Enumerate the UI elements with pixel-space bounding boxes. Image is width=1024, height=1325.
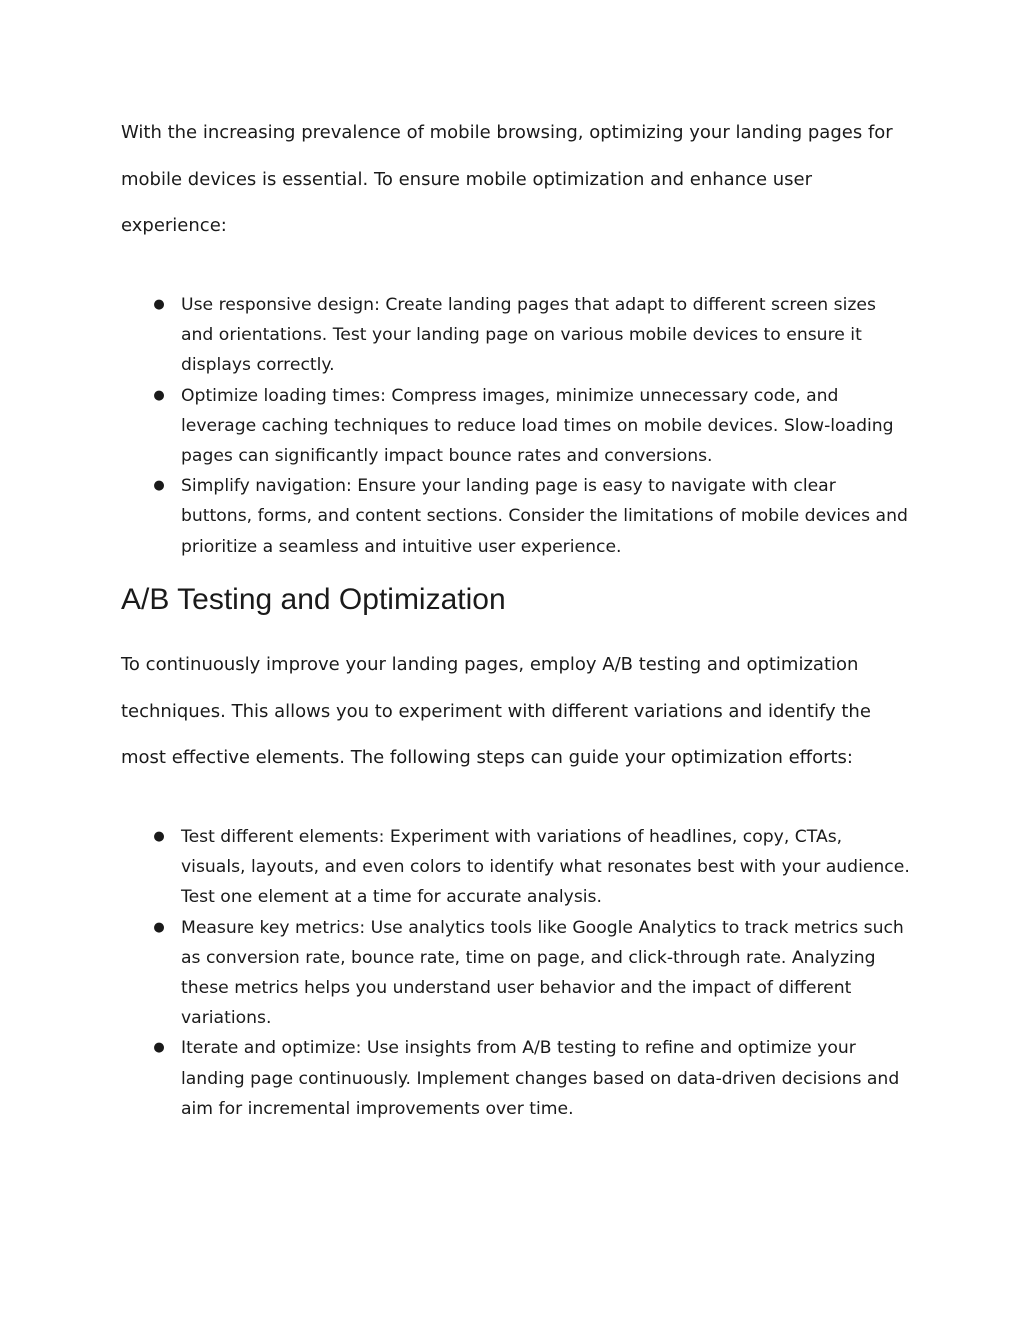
mobile-optimization-list bbox=[121, 290, 911, 562]
list-item-test-elements bbox=[121, 822, 911, 913]
ab-testing-list bbox=[121, 822, 911, 1124]
bullet-icon: ● bbox=[153, 297, 165, 312]
intro-paragraph: With the increasing prevalence of mobile browsing, optimizing your landing pages for mobile devices is essential. To ensure mobile optimization and enhance user experience: bbox=[121, 122, 893, 237]
bullet-icon: ● bbox=[153, 1040, 165, 1056]
list-item-text: Simplify navigation: Ensure your landing page is easy to navigate with clear buttons, forms, and content sections. Consider the limitations of mobile devices and prioritize a seamless and intuitive user experience. bbox=[181, 476, 908, 557]
ab-testing-paragraph: To continuously improve your landing pages, employ A/B testing and optimization techniques. This allows you to experiment with different variations and identify the most effective elements. The following steps can guide your optimization efforts: bbox=[121, 654, 871, 769]
bullet-icon: ● bbox=[153, 478, 165, 494]
list-item-text: Optimize loading times: Compress images, minimize unnecessary code, and leverage caching techniques to reduce load times on mobile devices. Slow-loading pages can significantly impact bounce rates and conversions. bbox=[181, 385, 894, 467]
section-heading: A/B Testing and Optimization bbox=[121, 583, 506, 616]
list-item-text: Use responsive design: Create landing pages that adapt to different screen sizes and orientations. Test your landing page on various mobile devices to ensure it displays correctly. bbox=[181, 295, 876, 376]
list-item-iterate bbox=[121, 1033, 911, 1124]
list-item-text: Test different elements: Experiment with variations of headlines, copy, CTAs, visuals, layouts, and even colors to identify what resonates best with your audience. Test one element at a time for accurate analysis. bbox=[181, 827, 910, 908]
list-item-text: Measure key metrics: Use analytics tools like Google Analytics to track metrics such as conversion rate, bounce rate, time on page, and click-through rate. Analyzing these metrics helps you understand user behavior and the impact of different variations. bbox=[181, 917, 904, 1029]
list-item-measure-metrics bbox=[121, 913, 911, 1034]
bullet-icon: ● bbox=[153, 919, 165, 935]
bullet-icon: ● bbox=[153, 829, 165, 844]
list-item-loading-times bbox=[121, 381, 911, 472]
list-item-text: Iterate and optimize: Use insights from A/B testing to refine and optimize your landing page continuously. Implement changes based on data-driven decisions and aim for incremental improvements over time. bbox=[181, 1038, 900, 1119]
list-item-responsive-design bbox=[121, 290, 911, 381]
list-item-navigation bbox=[121, 471, 911, 562]
bullet-icon: ● bbox=[153, 387, 165, 403]
